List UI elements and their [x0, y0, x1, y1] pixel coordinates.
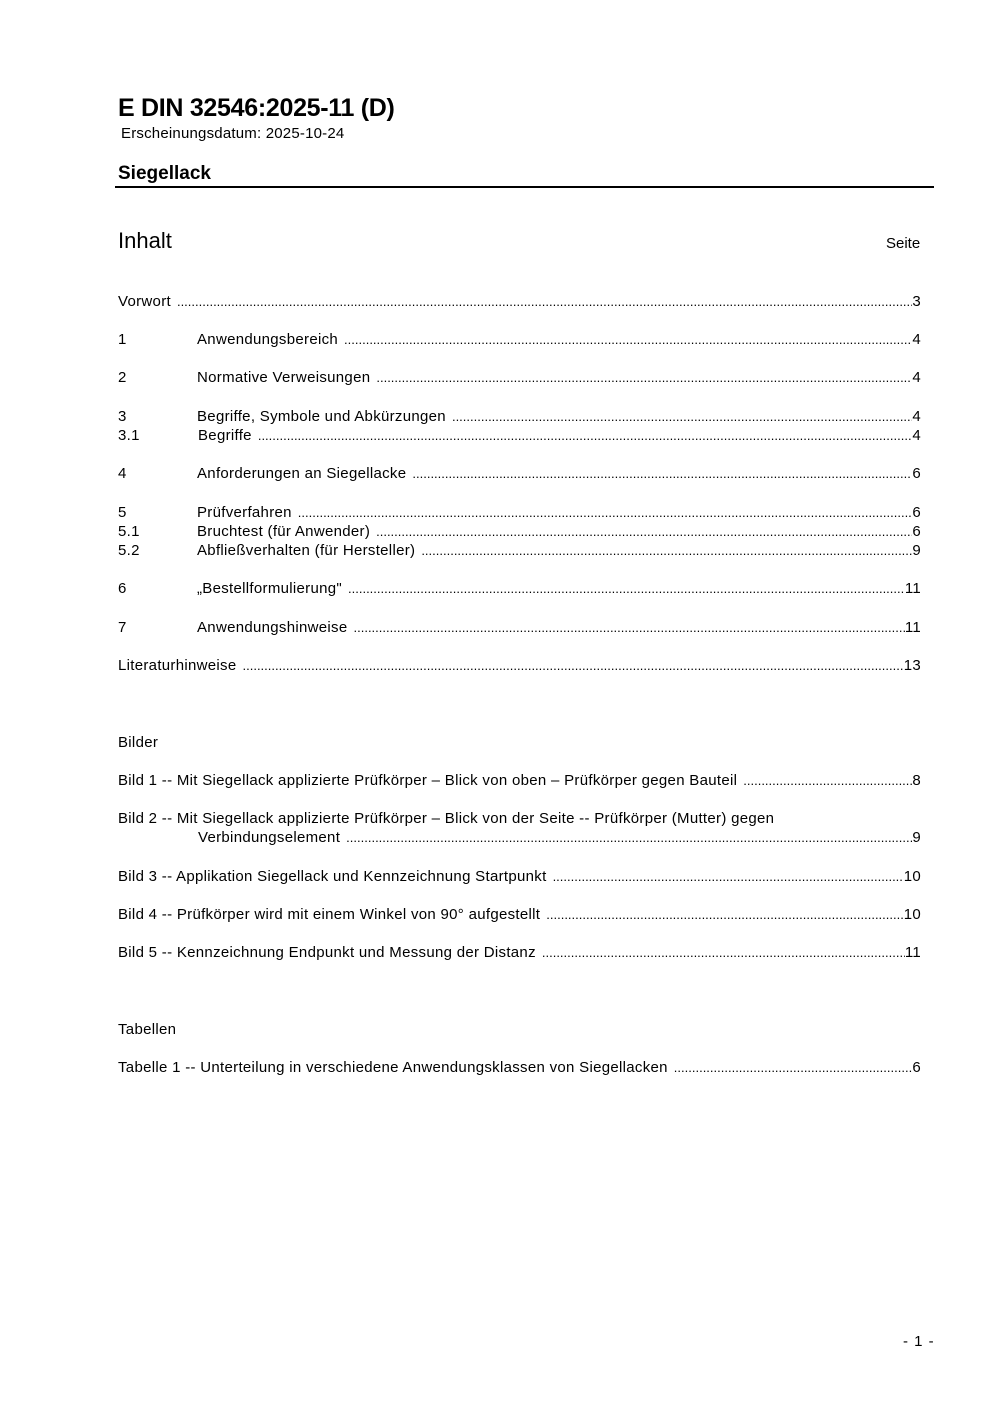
- toc-entry-number: 4: [118, 465, 127, 482]
- figure-entry-page: 10: [903, 906, 921, 923]
- leader-dots: [376, 370, 912, 385]
- figure-entry-title: Bild 2 -- Mit Siegellack applizierte Prüfkörper – Blick von der Seite -- Prüfkörper (Mutter) gegen: [118, 810, 775, 827]
- toc-entry-title: Bruchtest (für Anwender): [197, 523, 371, 540]
- leader-dots: [348, 581, 905, 596]
- toc-entry-page: 6: [912, 504, 921, 521]
- figure-entry[interactable]: [118, 906, 921, 925]
- toc-entry-number: 1: [118, 331, 127, 348]
- toc-entry[interactable]: [118, 542, 921, 561]
- table-entry-title: Tabelle 1 -- Unterteilung in verschiedene Anwendungsklassen von Siegellacken: [118, 1059, 668, 1076]
- leader-dots: [177, 294, 912, 309]
- figure-entry[interactable]: [118, 772, 921, 791]
- toc-entry-page: 4: [912, 408, 921, 425]
- toc-entry-title: Normative Verweisungen: [197, 369, 371, 386]
- toc-entry-title: Anforderungen an Siegellacke: [197, 465, 407, 482]
- toc-entry[interactable]: [118, 657, 921, 676]
- toc-entry-page: 6: [912, 523, 921, 540]
- document-subject: Siegellack: [118, 163, 211, 184]
- toc-entry-number: 2: [118, 369, 127, 386]
- toc-entry-title: „Bestellformulierung": [197, 580, 343, 597]
- table-entry[interactable]: [118, 1059, 921, 1078]
- leader-dots: [553, 869, 904, 884]
- figure-entry[interactable]: [118, 868, 921, 887]
- leader-dots: [452, 409, 912, 424]
- toc-entry-title: Anwendungsbereich: [197, 331, 339, 348]
- figure-entry-title: Bild 3 -- Applikation Siegellack und Kennzeichnung Startpunkt: [118, 868, 547, 885]
- figure-entry-title: Bild 1 -- Mit Siegellack applizierte Prüfkörper – Blick von oben – Prüfkörper gegen Bauteil: [118, 772, 738, 789]
- toc-entry-page: 11: [904, 619, 921, 636]
- leader-dots: [298, 505, 913, 520]
- document-id: E DIN 32546:2025-11 (D): [118, 94, 395, 122]
- figure-entry-continuation[interactable]: [118, 829, 921, 848]
- figure-entry-title: Bild 4 -- Prüfkörper wird mit einem Winkel von 90° aufgestellt: [118, 906, 541, 923]
- leader-dots: [258, 428, 913, 443]
- toc-entry[interactable]: [118, 465, 921, 484]
- tables-heading: Tabellen: [118, 1021, 177, 1038]
- toc-entry-page: 4: [912, 369, 921, 386]
- page-column-label: Seite: [886, 235, 921, 252]
- toc-entry[interactable]: [118, 619, 921, 638]
- toc-entry-page: 4: [912, 427, 921, 444]
- leader-dots: [546, 907, 903, 922]
- toc-entry-number: 3: [118, 408, 127, 425]
- leader-dots: [344, 332, 912, 347]
- toc-entry[interactable]: [118, 427, 921, 446]
- figure-entry-title-cont: Verbindungselement: [198, 829, 341, 846]
- publication-date: Erscheinungsdatum: 2025-10-24: [121, 125, 345, 142]
- toc-heading: Inhalt: [118, 228, 172, 253]
- leader-dots: [542, 945, 905, 960]
- figures-heading: Bilder: [118, 734, 159, 751]
- toc-entry-number: 5.1: [118, 523, 140, 540]
- toc-entry-page: 13: [903, 657, 921, 674]
- figure-entry-page: 11: [904, 944, 921, 961]
- toc-entry[interactable]: [118, 408, 921, 427]
- toc-entry-number: 7: [118, 619, 127, 636]
- toc-entry-number: 5.2: [118, 542, 140, 559]
- toc-entry-title: Begriffe: [198, 427, 252, 444]
- toc-entry-number: 5: [118, 504, 127, 521]
- page-number: - 1 -: [903, 1333, 935, 1350]
- leader-dots: [243, 658, 904, 673]
- toc-entry-page: 4: [912, 331, 921, 348]
- toc-entry-title: Begriffe, Symbole und Abkürzungen: [197, 408, 446, 425]
- leader-dots: [354, 620, 905, 635]
- toc-entry-title: Abfließverhalten (für Hersteller): [197, 542, 416, 559]
- toc-entry-title: Vorwort: [118, 293, 171, 310]
- toc-entry-title: Prüfverfahren: [197, 504, 292, 521]
- toc-entry[interactable]: [118, 580, 921, 599]
- toc-entry-number: 6: [118, 580, 127, 597]
- toc-entry-page: 3: [912, 293, 921, 310]
- toc-entry[interactable]: [118, 293, 921, 312]
- toc-entry-title: Anwendungshinweise: [197, 619, 348, 636]
- table-entry-page: 6: [912, 1059, 921, 1076]
- toc-entry-title: Literaturhinweise: [118, 657, 237, 674]
- figure-entry[interactable]: [118, 944, 921, 963]
- leader-dots: [674, 1060, 913, 1075]
- figure-entry-page: 9: [912, 829, 921, 846]
- toc-entry-page: 9: [912, 542, 921, 559]
- header-rule: [115, 186, 934, 188]
- toc-entry[interactable]: [118, 331, 921, 350]
- figure-entry-page: 8: [912, 772, 921, 789]
- toc-entry[interactable]: [118, 523, 921, 542]
- figure-entry-page: 10: [903, 868, 921, 885]
- figure-entry[interactable]: [118, 810, 921, 829]
- leader-dots: [743, 773, 912, 788]
- toc-entry-page: 11: [904, 580, 921, 597]
- toc-entry-page: 6: [912, 465, 921, 482]
- toc-entry[interactable]: [118, 369, 921, 388]
- leader-dots: [346, 830, 912, 845]
- leader-dots: [412, 466, 912, 481]
- leader-dots: [421, 543, 912, 558]
- toc-entry[interactable]: [118, 504, 921, 523]
- leader-dots: [376, 524, 912, 539]
- figure-entry-title: Bild 5 -- Kennzeichnung Endpunkt und Messung der Distanz: [118, 944, 536, 961]
- toc-entry-number: 3.1: [118, 427, 140, 444]
